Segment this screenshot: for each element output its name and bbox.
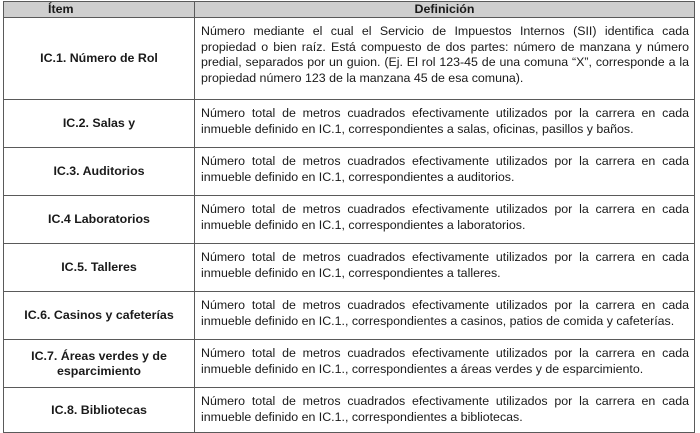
table-row: [4, 244, 695, 292]
definition-cell: Número total de metros cuadrados efectivamente utilizados por la carrera en cada inmueble definido en IC.1, correspondientes a talleres.: [195, 244, 695, 292]
item-cell: IC.8. Bibliotecas: [4, 388, 195, 433]
table-row: [4, 18, 695, 100]
definition-cell: Número total de metros cuadrados efectivamente utilizados por la carrera en cada inmueble definido en IC.1., correspondientes a áreas verdes y de esparcimiento.: [195, 340, 695, 388]
table-row: [4, 148, 695, 196]
table-row: [4, 292, 695, 340]
definition-cell: Número total de metros cuadrados efectivamente utilizados por la carrera en cada inmueble definido en IC.1, correspondientes a salas, oficinas, pasillos y baños.: [195, 100, 695, 148]
item-cell: IC.7. Áreas verdes y de esparcimiento: [4, 340, 195, 388]
header-definition: Definición: [195, 2, 695, 18]
definitions-table: [3, 1, 695, 433]
definition-cell: Número total de metros cuadrados efectivamente utilizados por la carrera en cada inmueble definido en IC.1., correspondientes a casinos, patios de comida y cafeterías.: [195, 292, 695, 340]
header-row: [4, 2, 695, 18]
definition-cell: Número total de metros cuadrados efectivamente utilizados por la carrera en cada inmueble definido en IC.1., correspondientes a bibliotecas.: [195, 388, 695, 433]
table-row: [4, 100, 695, 148]
definition-cell: Número mediante el cual el Servicio de Impuestos Internos (SII) identifica cada propiedad o bien raíz. Está compuesto de dos partes: número de manzana y número predial, separados por un guion. (Ej. El rol 123-45 de una comuna “X”, corresponde a la propiedad número 123 de la manzana 45 de esa comuna).: [195, 18, 695, 100]
definitions-table-container: [3, 1, 695, 433]
header-item: Ítem: [4, 2, 195, 18]
item-cell: IC.5. Talleres: [4, 244, 195, 292]
definition-cell: Número total de metros cuadrados efectivamente utilizados por la carrera en cada inmueble definido en IC.1, correspondientes a auditorios.: [195, 148, 695, 196]
definition-cell: Número total de metros cuadrados efectivamente utilizados por la carrera en cada inmueble definido en IC.1, correspondientes a laboratorios.: [195, 196, 695, 244]
item-cell: IC.1. Número de Rol: [4, 18, 195, 100]
table-row: [4, 196, 695, 244]
item-cell: IC.6. Casinos y cafeterías: [4, 292, 195, 340]
item-cell: IC.2. Salas y: [4, 100, 195, 148]
table-row: [4, 388, 695, 433]
table-row: [4, 340, 695, 388]
item-cell: IC.3. Auditorios: [4, 148, 195, 196]
item-cell: IC.4 Laboratorios: [4, 196, 195, 244]
